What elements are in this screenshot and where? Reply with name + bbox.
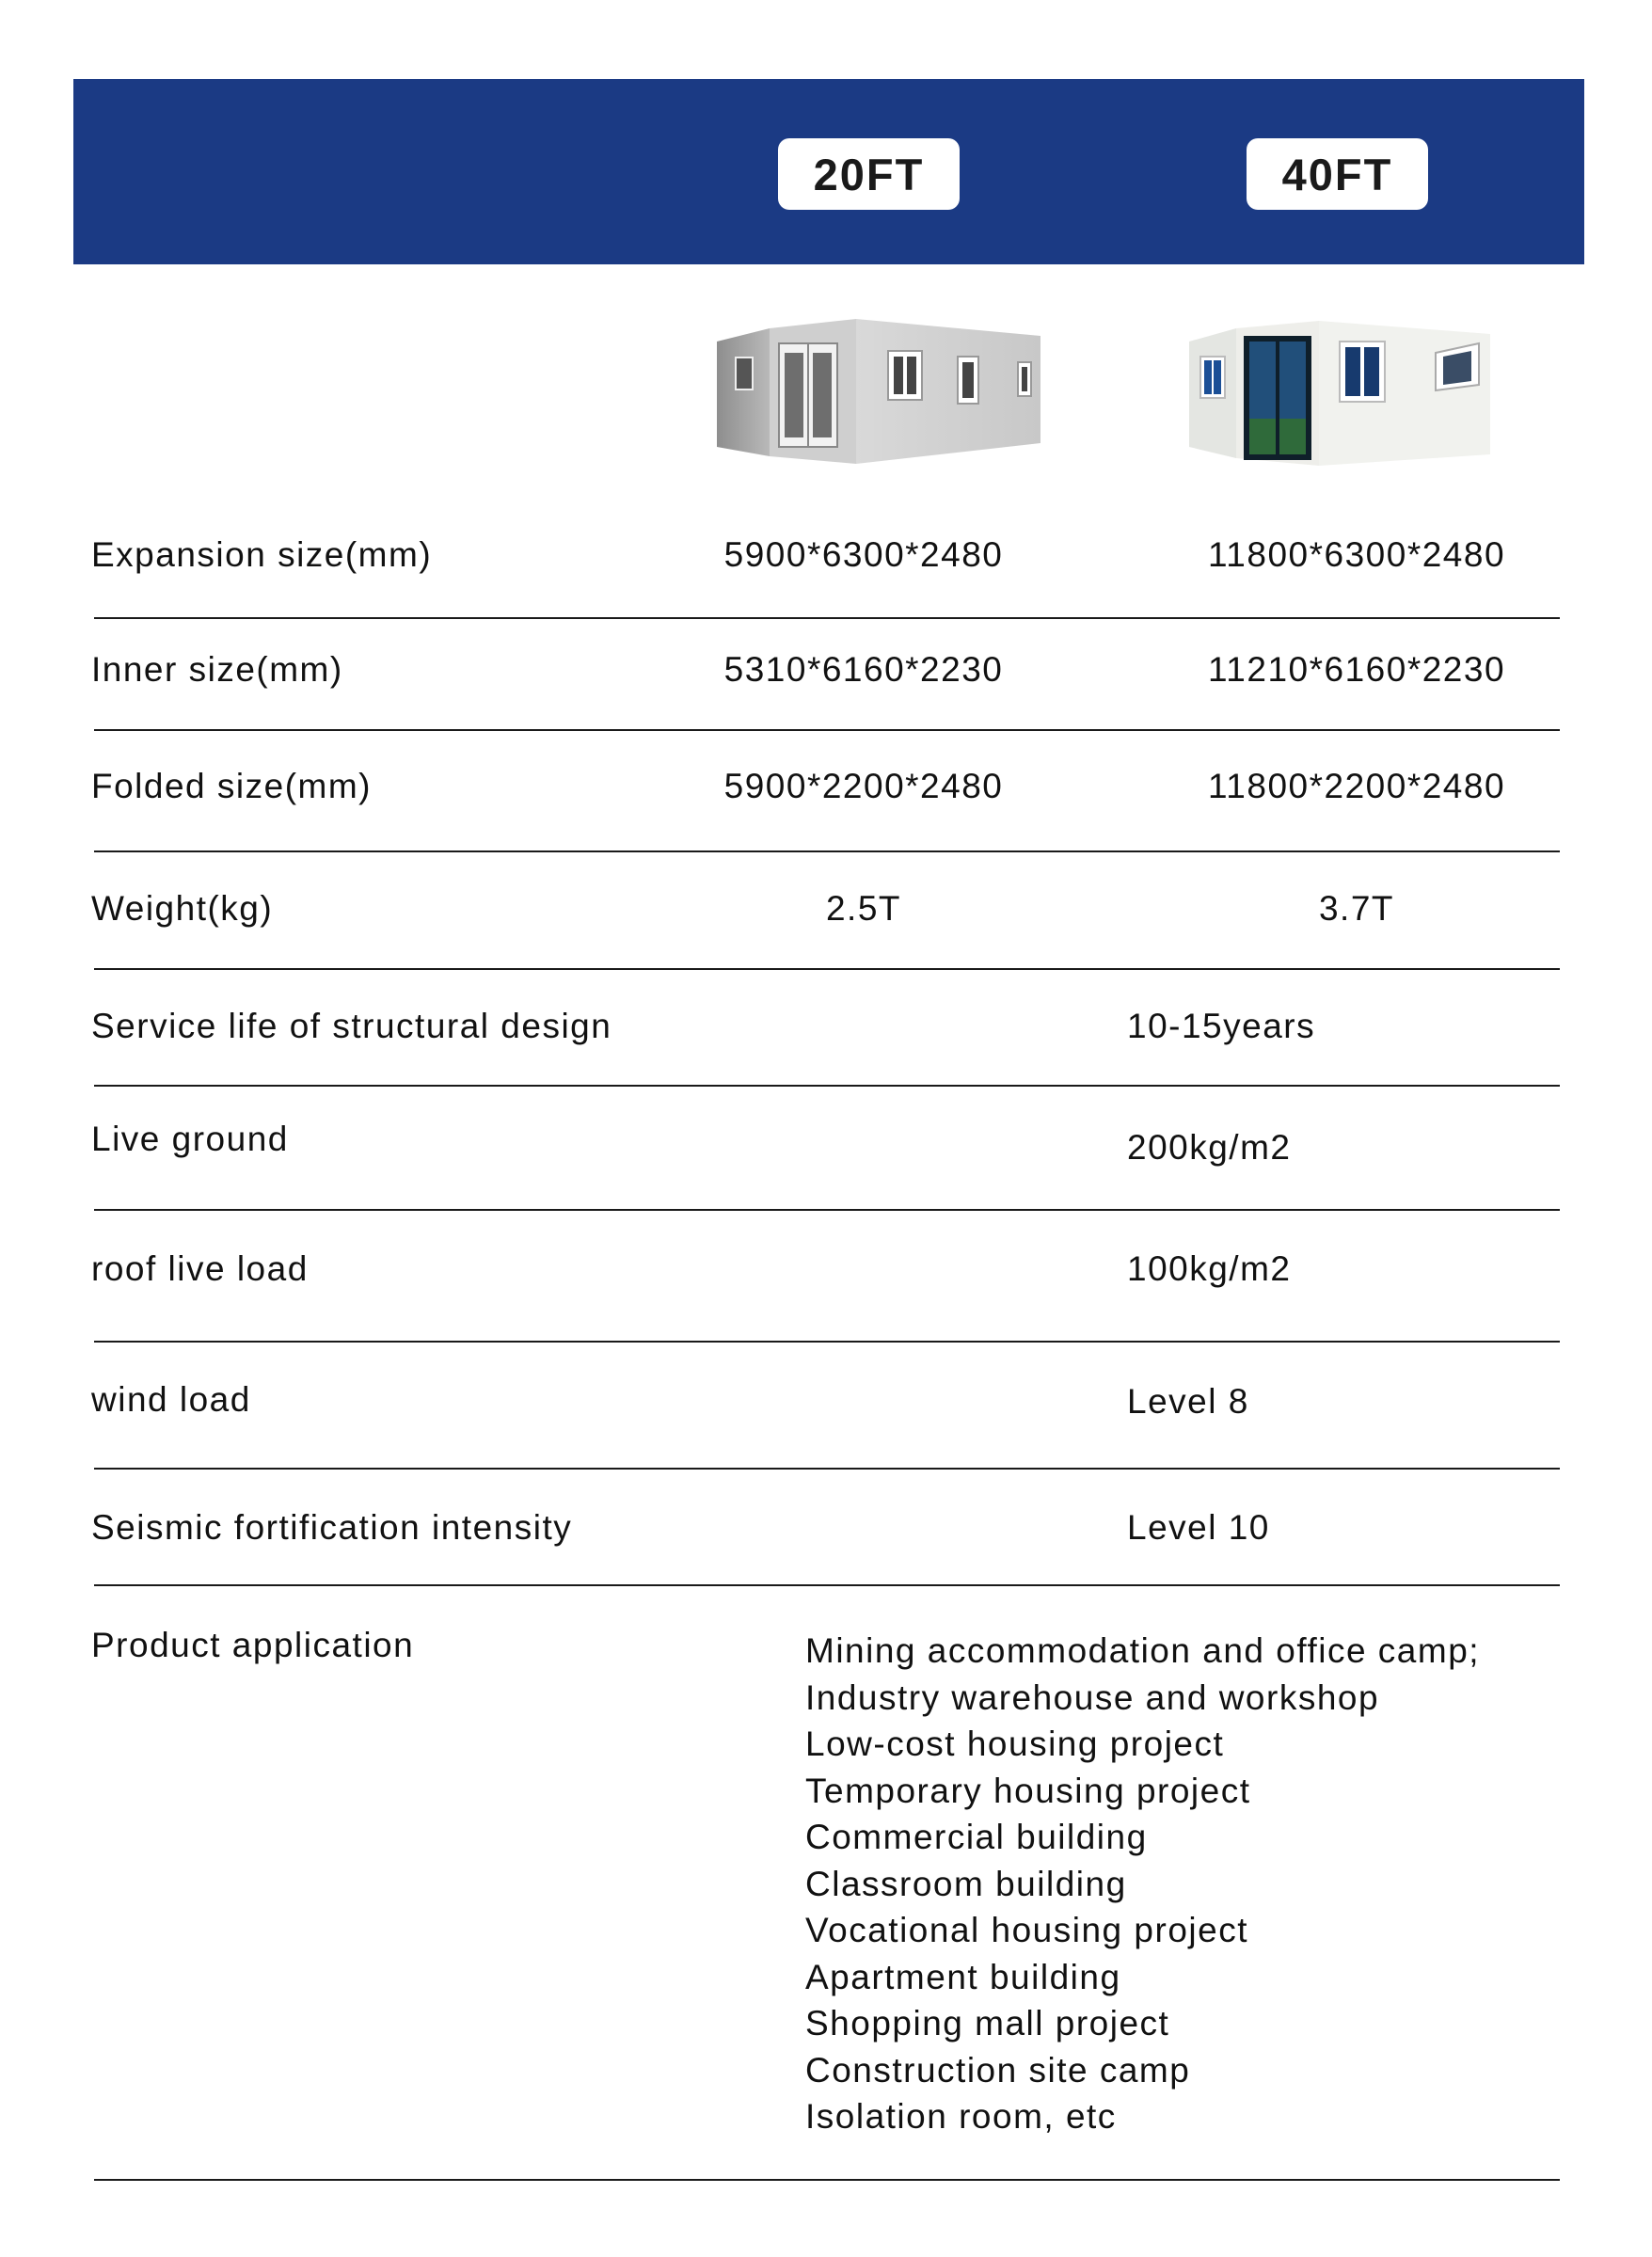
list-item: Isolation room, etc	[805, 2097, 1117, 2136]
size-badge-20ft: 20FT	[778, 138, 960, 210]
spec-value-40ft-expansion-size: 11800*6300*2480	[1207, 535, 1506, 574]
row-divider	[94, 1468, 1560, 1470]
spec-label-product-application: Product application	[91, 1626, 415, 1664]
row-divider	[94, 1085, 1560, 1087]
spec-value-40ft-inner-size: 11210*6160*2230	[1207, 650, 1506, 689]
spec-value-20ft-inner-size: 5310*6160*2230	[723, 650, 1004, 689]
row-divider	[94, 1584, 1560, 1586]
spec-label-service-life: Service life of structural design	[91, 1007, 612, 1045]
spec-value-20ft-expansion-size: 5900*6300*2480	[723, 535, 1004, 574]
product-image-40ft	[1187, 315, 1490, 473]
spec-label-roof-live-load: roof live load	[91, 1249, 309, 1288]
row-divider	[94, 850, 1560, 852]
list-item: Apartment building	[805, 1957, 1121, 1996]
spec-label-weight: Weight(kg)	[91, 889, 274, 928]
spec-value-live-ground: 200kg/m2	[1127, 1128, 1292, 1167]
product-application-list	[805, 1628, 1480, 2140]
list-item: Vocational housing project	[805, 1911, 1248, 1949]
list-item: Commercial building	[805, 1818, 1148, 1856]
list-item: Industry warehouse and workshop	[805, 1677, 1380, 1717]
list-item: Low-cost housing project	[805, 1725, 1225, 1763]
product-image-20ft	[715, 315, 1040, 468]
spec-label-expansion-size: Expansion size(mm)	[91, 535, 433, 574]
size-badge-40ft: 40FT	[1247, 138, 1428, 210]
list-item: Classroom building	[805, 1864, 1127, 1903]
spec-label-wind-load: wind load	[91, 1380, 251, 1419]
spec-value-40ft-weight: 3.7T	[1318, 889, 1395, 928]
spec-value-40ft-folded-size: 11800*2200*2480	[1207, 767, 1506, 805]
spec-label-seismic-intensity: Seismic fortification intensity	[91, 1508, 573, 1547]
row-divider	[94, 1341, 1560, 1343]
list-item: Mining accommodation and office camp;	[805, 1631, 1481, 1670]
row-divider	[94, 617, 1560, 619]
list-item: Temporary housing project	[805, 1771, 1251, 1810]
spec-label-live-ground: Live ground	[91, 1120, 289, 1158]
list-item: Construction site camp	[805, 2050, 1191, 2090]
spec-label-inner-size: Inner size(mm)	[91, 650, 343, 689]
row-divider	[94, 2179, 1560, 2181]
spec-value-seismic-intensity: Level 10	[1127, 1508, 1270, 1547]
spec-label-folded-size: Folded size(mm)	[91, 767, 372, 805]
spec-value-wind-load: Level 8	[1127, 1382, 1249, 1421]
spec-value-service-life: 10-15years	[1127, 1007, 1316, 1045]
row-divider	[94, 1209, 1560, 1211]
header-band	[73, 79, 1584, 264]
spec-value-roof-live-load: 100kg/m2	[1127, 1249, 1292, 1288]
row-divider	[94, 729, 1560, 731]
spec-value-20ft-weight: 2.5T	[825, 889, 902, 928]
spec-value-20ft-folded-size: 5900*2200*2480	[723, 767, 1004, 805]
row-divider	[94, 968, 1560, 970]
list-item: Shopping mall project	[805, 2004, 1170, 2042]
